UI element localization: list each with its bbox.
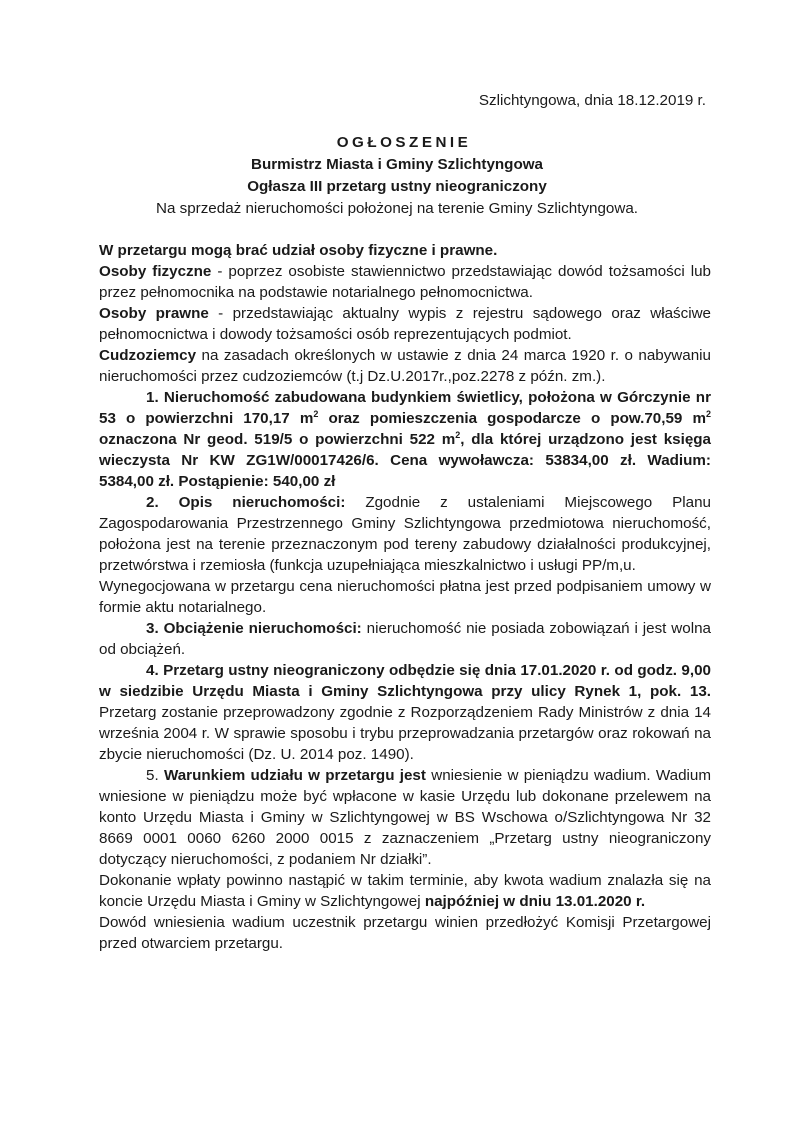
section-3-text: nieruchomość nie posiada zobowiązań i jest wolna od obciążeń. xyxy=(99,620,711,658)
section-2-description xyxy=(99,492,711,576)
section-1-sup-c: 2 xyxy=(455,430,461,440)
section-1-text-d: , dla której urządzono jest księga wieczysta Nr KW ZG1W/00017426/6. Cena wywoławcza: 53834,00 zł. Wadium: 5384,00 zł. Postąpienie: 540,00 zł xyxy=(99,431,711,490)
section-1-sup-a: 2 xyxy=(313,409,319,419)
section-1-text-c: oznaczona Nr geod. 519/5 o powierzchni 522 m xyxy=(99,431,456,448)
participants-heading: W przetargu mogą brać udział osoby fizyczne i prawne. xyxy=(99,242,498,259)
document-title: OGŁOSZENIE xyxy=(336,134,472,151)
section-4-text: Przetarg zostanie przeprowadzony zgodnie z Rozporządzeniem Rady Ministrów z dnia 14 września 2004 r. W sprawie sposobu i trybu przeprowadzania przetargów oraz rokowań na zbycie nieruchomości (Dz. U. 2014 poz. 1490). xyxy=(99,704,711,763)
document-body xyxy=(99,240,711,954)
document-date: Szlichtyngowa, dnia 18.12.2019 r. xyxy=(478,92,706,109)
section-2-label: 2. Opis nieruchomości: xyxy=(146,494,346,511)
deposit-deadline-date: najpóźniej w dniu 13.01.2020 r. xyxy=(424,893,646,910)
section-1-text-b: oraz pomieszczenia gospodarcze o pow.70,59 m xyxy=(318,410,706,427)
section-5-deposit xyxy=(99,765,711,870)
legal-persons-paragraph xyxy=(99,303,711,345)
natural-persons-label: Osoby fizyczne xyxy=(99,263,212,280)
foreigners-paragraph xyxy=(99,345,711,387)
foreigners-text: na zasadach określonych w ustawie z dnia 24 marca 1920 r. o nabywaniu nieruchomości przez cudzoziemców (t.j Dz.U.2017r.,poz.2278 z późn. zm.). xyxy=(99,347,711,385)
section-3-encumbrance xyxy=(99,618,711,660)
section-2-payment: Wynegocjowana w przetargu cena nieruchomości płatna jest przed podpisaniem umowy w formie aktu notarialnego. xyxy=(99,578,711,616)
section-1-property xyxy=(99,387,711,492)
announcement-line: Ogłasza III przetarg ustny nieograniczony xyxy=(247,178,547,195)
foreigners-label: Cudzoziemcy xyxy=(99,347,197,364)
document-header xyxy=(0,132,794,220)
deposit-deadline-text: Dokonanie wpłaty powinno nastąpić w takim terminie, aby kwota wadium znalazła się na koncie Urzędu Miasta i Gminy w Szlichtyngowej xyxy=(99,872,711,910)
section-5-text: wniesienie w pieniądzu wadium. Wadium wniesione w pieniądzu może być wpłacone w kasie Urzędu lub dokonane przelewem na konto Urzędu Miasta i Gminy w Szlichtyngowej w BS Wschowa o/Szlichtyngowa Nr 32 8669 0001 0060 6260 2000 0015 z zaznaczeniem „Przetarg ustny nieograniczony dotyczący nieruchomości, z podaniem Nr działki”. xyxy=(99,767,711,868)
section-3-label: 3. Obciążenie nieruchomości: xyxy=(146,620,362,637)
section-4-auction-date xyxy=(99,660,711,765)
deposit-proof-paragraph: Dowód wniesienia wadium uczestnik przetargu winien przedłożyć Komisji Przetargowej przed otwarciem przetargu. xyxy=(99,914,711,952)
deposit-deadline-paragraph xyxy=(99,870,711,912)
legal-persons-text: - przedstawiając aktualny wypis z rejestru sądowego oraz właściwe pełnomocnictwa i dowody tożsamości osób reprezentujących podmiot. xyxy=(99,305,711,343)
section-4-bold: 4. Przetarg ustny nieograniczony odbędzie się dnia 17.01.2020 r. od godz. 9,00 w siedzibie Urzędu Miasta i Gminy Szlichtyngowa przy ulicy Rynek 1, pok. 13. xyxy=(99,662,711,700)
subject-line: Na sprzedaż nieruchomości położonej na terenie Gminy Szlichtyngowa. xyxy=(155,200,639,217)
section-2-text: Zgodnie z ustaleniami Miejscowego Planu Zagospodarowania Przestrzennego Gminy Szlichtyngowa przedmiotowa nieruchomość, położona jest na terenie przeznaczonym pod tereny zabudowy działalności produkcyjnej, przetwórstwa i rzemiosła (funkcja uzupełniająca mieszkalnictwo i usługi PP/m,u. xyxy=(99,494,712,574)
natural-persons-text: - poprzez osobiste stawiennictwo przedstawiając dowód tożsamości lub przez pełnomocnika na podstawie notarialnego pełnomocnictwa. xyxy=(99,263,711,301)
section-1-text-a: 1. Nieruchomość zabudowana budynkiem świetlicy, położona w Górczynie nr 53 o powierzchni 170,17 m xyxy=(99,389,711,427)
issuer-line: Burmistrz Miasta i Gminy Szlichtyngowa xyxy=(251,156,543,173)
natural-persons-paragraph xyxy=(99,261,711,303)
section-5-number: 5. xyxy=(146,767,164,784)
section-5-label: Warunkiem udziału w przetargu jest xyxy=(163,767,426,784)
legal-persons-label: Osoby prawne xyxy=(99,305,209,322)
section-1-sup-b: 2 xyxy=(705,409,711,419)
